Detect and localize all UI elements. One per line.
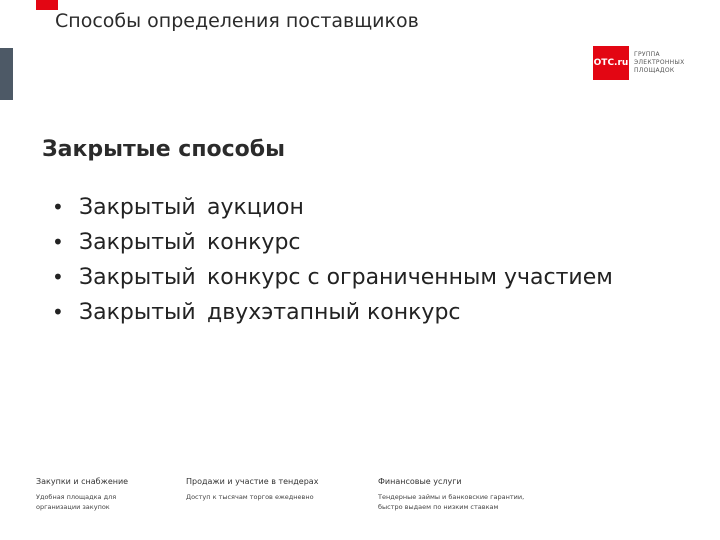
- bullet-text: двухэтапный конкурс: [207, 300, 461, 325]
- footer-description: [36, 492, 128, 512]
- list-item: [52, 265, 613, 300]
- bullet-word: Закрытый: [79, 195, 196, 220]
- footer-desc-line: Удобная площадка для: [36, 493, 117, 501]
- bullet-word: Закрытый: [79, 300, 196, 325]
- logo-line: ПЛОЩАДОК: [634, 67, 675, 74]
- footer-desc-line: быстро выдаем по низким ставкам: [378, 503, 499, 511]
- bullet-list: [52, 195, 613, 335]
- list-item: [52, 300, 613, 335]
- bullet-icon: •: [52, 300, 64, 324]
- footer-desc-line: Тендерные займы и банковские гарантии,: [378, 493, 525, 501]
- bullet-text: конкурс: [207, 230, 301, 255]
- footer-description: [186, 492, 318, 502]
- footer-title: Финансовые услуги: [378, 477, 462, 486]
- list-item: [52, 230, 613, 265]
- logo-mark: OTC.ru: [593, 46, 629, 80]
- footer-column-sales: [186, 477, 318, 502]
- logo-line: ЭЛЕКТРОННЫХ: [634, 59, 685, 66]
- slide-title: Способы определения поставщиков: [55, 10, 419, 32]
- bullet-text: конкурс с ограниченным участием: [207, 265, 613, 290]
- bullet-icon: •: [52, 265, 64, 289]
- side-accent-bar: [0, 48, 13, 100]
- footer-desc-line: Доступ к тысячам торгов ежедневно: [186, 493, 314, 501]
- footer: [36, 477, 716, 517]
- footer-title: Закупки и снабжение: [36, 477, 129, 486]
- footer-desc-line: организации закупок: [36, 503, 110, 511]
- logo-text: [634, 51, 685, 75]
- top-accent-bar: [36, 0, 58, 10]
- section-heading: Закрытые способы: [42, 137, 286, 162]
- footer-title: Продажи и участие в тендерах: [186, 477, 319, 486]
- footer-description: [378, 492, 524, 512]
- company-logo: [593, 46, 685, 80]
- bullet-text: аукцион: [207, 195, 304, 220]
- bullet-icon: •: [52, 230, 64, 254]
- logo-line: ГРУППА: [634, 51, 660, 58]
- footer-column-finance: [378, 477, 524, 512]
- bullet-word: Закрытый: [79, 230, 196, 255]
- bullet-icon: •: [52, 195, 64, 219]
- bullet-word: Закрытый: [79, 265, 196, 290]
- footer-column-procurement: [36, 477, 128, 512]
- list-item: [52, 195, 613, 230]
